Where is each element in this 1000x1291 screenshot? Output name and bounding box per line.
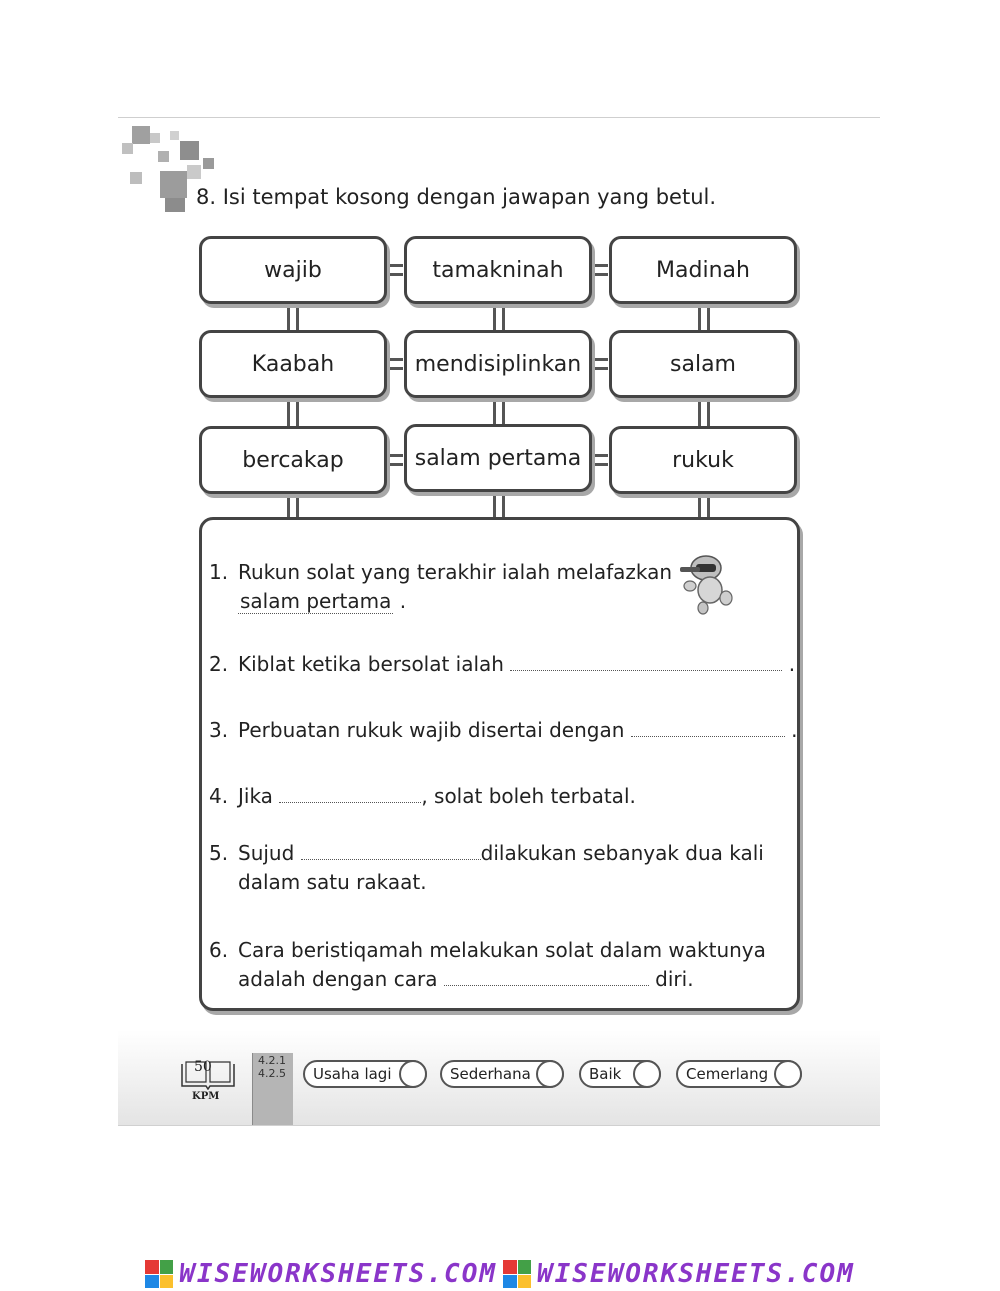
question-6: 6. Cara beristiqamah melakukan solat dalam waktunya adalah dengan cara diri. [209, 938, 766, 991]
standard-codes: 4.2.1 4.2.5 [258, 1054, 286, 1080]
wiseworksheets-logo-icon [145, 1260, 173, 1288]
exercise-title: 8. Isi tempat kosong dengan jawapan yang betul. [196, 185, 717, 209]
watermark [0, 1257, 1000, 1291]
box-connector [592, 358, 608, 370]
word-mendisiplinkan[interactable]: mendisiplinkan [404, 330, 592, 398]
question-text: Rukun solat yang terakhir ialah melafazkan [238, 560, 673, 584]
box-connector [592, 454, 608, 466]
top-rule [118, 117, 880, 118]
question-4: 4. Jika , solat boleh terbatal. [209, 784, 636, 808]
answer-blank-3[interactable] [631, 718, 785, 737]
rating-baik[interactable]: Baik [579, 1060, 661, 1088]
question-5: 5. Sujud dilakukan sebanyak dua kali dalam satu rakaat. [209, 841, 764, 894]
robot-mascot-icon [676, 552, 738, 616]
word-tamakninah[interactable]: tamakninah [404, 236, 592, 304]
footer-rule [118, 1125, 880, 1126]
word-wajib[interactable]: wajib [199, 236, 387, 304]
answer-blank-5[interactable] [301, 841, 481, 860]
rating-checkbox[interactable] [399, 1060, 427, 1088]
word-rukuk[interactable]: rukuk [609, 426, 797, 494]
rating-usaha-lagi[interactable]: Usaha lagi [303, 1060, 427, 1088]
rating-sederhana[interactable]: Sederhana [440, 1060, 564, 1088]
word-madinah[interactable]: Madinah [609, 236, 797, 304]
word-salam[interactable]: salam [609, 330, 797, 398]
question-1: 1. Rukun solat yang terakhir ialah melafazkan salam pertama . [209, 560, 673, 613]
answer-blank-1[interactable]: salam pertama [240, 589, 392, 613]
word-kaabah[interactable]: Kaabah [199, 330, 387, 398]
answer-blank-2[interactable] [510, 652, 782, 671]
rating-checkbox[interactable] [536, 1060, 564, 1088]
watermark-text: WISEWORKSHEETS.COM [537, 1259, 855, 1289]
rating-cemerlang[interactable]: Cemerlang [676, 1060, 802, 1088]
page-number: 50 [194, 1059, 212, 1075]
box-connector [387, 454, 403, 466]
rating-checkbox[interactable] [633, 1060, 661, 1088]
box-connector [387, 358, 403, 370]
wiseworksheets-logo-icon [503, 1260, 531, 1288]
publisher-label: KPM [192, 1091, 220, 1102]
rating-checkbox[interactable] [774, 1060, 802, 1088]
answer-blank-6[interactable] [444, 967, 649, 986]
box-connector [592, 264, 608, 276]
watermark-text: WISEWORKSHEETS.COM [179, 1259, 497, 1289]
word-salam-pertama[interactable]: salam pertama [404, 424, 592, 492]
box-connector [387, 264, 403, 276]
word-bercakap[interactable]: bercakap [199, 426, 387, 494]
question-2: 2. Kiblat ketika bersolat ialah . [209, 652, 796, 676]
question-3: 3. Perbuatan rukuk wajib disertai dengan . [209, 718, 798, 742]
answer-blank-4[interactable] [279, 784, 421, 803]
